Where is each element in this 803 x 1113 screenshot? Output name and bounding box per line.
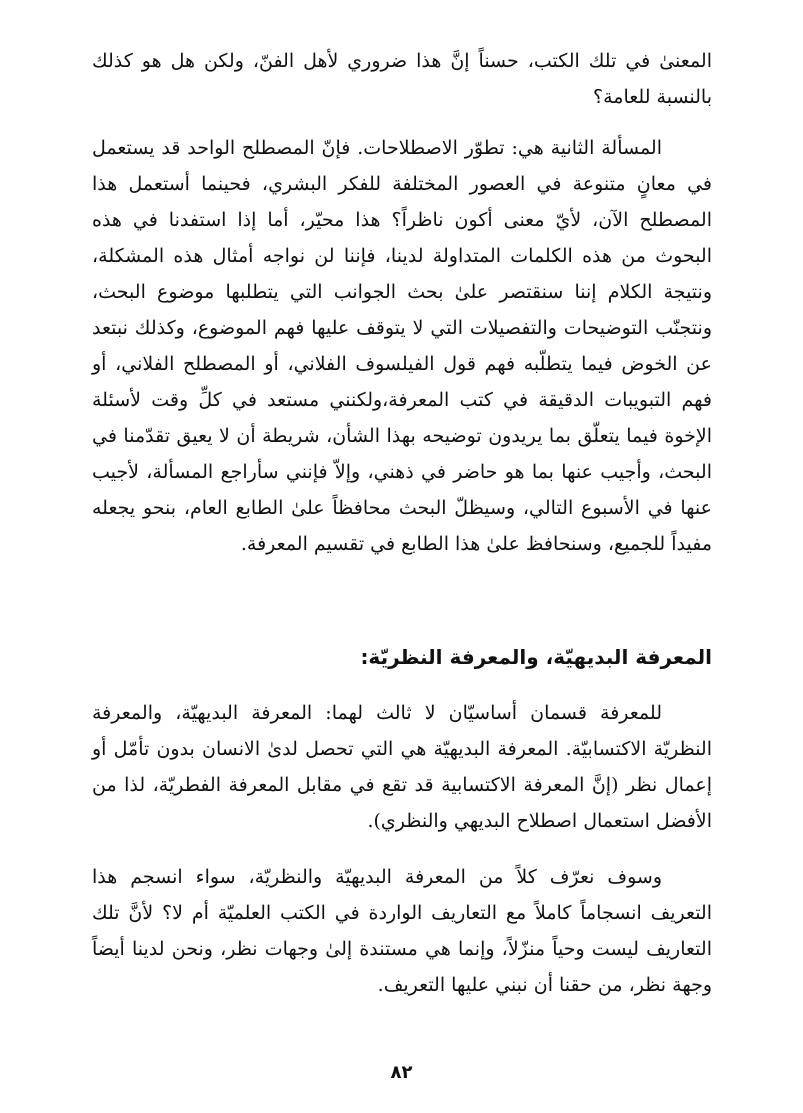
paragraph-two-types: للمعرفة قسمان أساسيّان لا ثالث لهما: المعرفة البديهيّة، والمعرفة النظريّة الاكتسابيّة. المعرفة البديهيّة هي التي تحصل لدىٰ الانسان بدون تأمّل أو إعمال نظر (إنَّ المعرفة الاكتسابية قد تقع في مقابل المعرفة الفطريّة، لذا من الأفضل استعمال اصطلاح البديهي والنظري). [92,702,712,832]
section-heading: المعرفة البديهيّة، والمعرفة النظريّة: [360,645,712,669]
paragraph-definitions: وسوف نعرّف كلاً من المعرفة البديهيّة والنظريّة، سواء انسجم هذا التعريف انسجاماً كاملاً مع التعاريف الواردة في الكتب العلميّة أم لا؟ لأنَّ تلك التعاريف ليست وحياً منزّلاً، وإنما هي مستندة إلىٰ وجهات نظر، ونحن لدينا أيضاً وجهة نظر، من حقنا أن نبني عليها التعريف. [92,866,712,996]
paragraph-continuation: المعنىٰ في تلك الكتب، حسناً إنَّ هذا ضروري لأهل الفنّ، ولكن هل هو كذلك بالنسبة للعامة؟ [92,50,712,108]
page-number: ٨٢ [390,1062,413,1083]
paragraph-second-issue: المسألة الثانية هي: تطوّر الاصطلاحات. فإنّ المصطلح الواحد قد يستعمل في معانٍ متنوعة في العصور المختلفة للفكر البشري، فحينما أستعمل هذا المصطلح الآن، لأيّ معنى أكون ناظراً؟ هذا محيّر، أما إذا استفدنا في هذه البحوث من هذه الكلمات المتداولة لدينا، فإننا لن نواجه أمثال هذه المشكلة، ونتيجة الكلام إننا سنقتصر علىٰ بحث الجوانب التي يتطلبها موضوع البحث، ونتجنّب التوضيحات والتفصيلات التي لا يتوقف عليها فهم الموضوع، وكذلك نبتعد عن الخوض فيما يتطلّبه فهم قول الفيلسوف الفلاني، أو المصطلح الفلاني، أو فهم التبويبات الدقيقة في كتب المعرفة،ولكنني مستعد في كلِّ وقت لأسئلة الإخوة فيما يتعلّق بما يريدون توضيحه بهذا الشأن، شريطة أن لا يعيق تقدّمنا في البحث، وأجيب عنها بما هو حاضر في ذهني، وإلاّ فإنني سأراجع المسألة، لأجيب عنها في الأسبوع التالي، وسيظلّ البحث محافظاً علىٰ الطابع العام، بنحو يجعله مفيداً للجميع، وسنحافظ علىٰ هذا الطابع في تقسيم المعرفة. [92,137,712,555]
